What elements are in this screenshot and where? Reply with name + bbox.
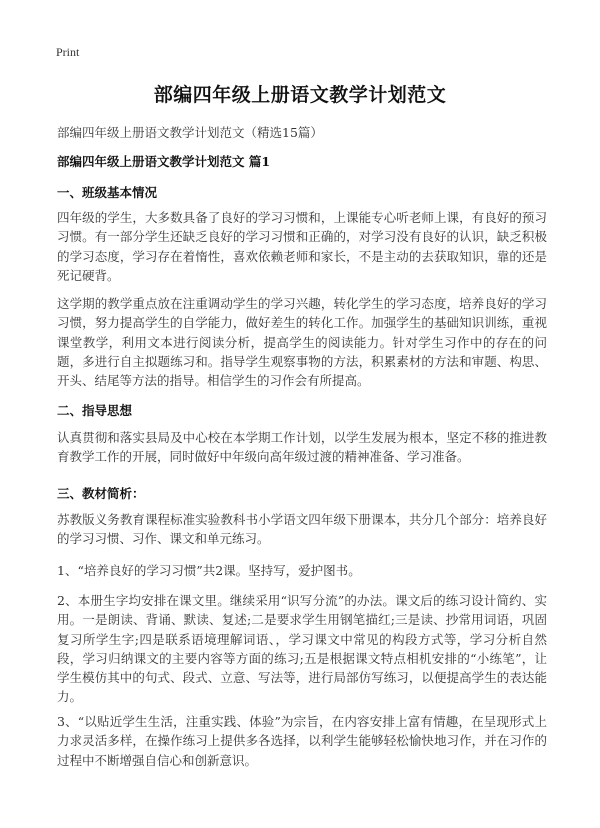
paragraph-item-3: 3、“以贴近学生生活，注重实践、体验”为宗旨，在内容安排上富有情趣，在呈现形式上力求灵活多样，在操作练习上提供多各选择，以利学生能够轻松愉快地习作，并在习作的过程中不断增强自信心和创新意识。	[57, 714, 547, 768]
paragraph-class-situation: 四年级的学生，大多数具备了良好的学习习惯和，上课能专心听老师上课，有良好的预习习惯。有一部分学生还缺乏良好的学习习惯和正确的，对学习没有良好的认识，缺乏积极的学习态度，学习存在着惰性，喜欢依赖老师和家长，不是主动的去获取知识，靠的还是死记硬背。	[57, 210, 547, 283]
section-heading-guiding-ideology: 二、指导思想	[57, 403, 133, 418]
document-subtitle: 部编四年级上册语文教学计划范文（精选15篇）	[57, 125, 323, 140]
paragraph-item-1: 1、“培养良好的学习习惯”共2课。坚持写，爱护图书。	[57, 563, 361, 578]
paragraph-teaching-focus: 这学期的教学重点放在注重调动学生的学习兴趣，转化学生的学习态度，培养良好的学习习惯，努力提高学生的自学能力，做好差生的转化工作。加强学生的基础知识训练，重视课堂教学，利用文本进行阅读分析，提高学生的阅读能力。针对学生习作中的存在的问题，多进行自主拟题练习和。指导学生观察事物的方法，积累素材的方法和审题、构思、开头、结尾等方法的指导。相信学生的习作会有所提高。	[57, 296, 547, 389]
section-heading-class-situation: 一、班级基本情况	[57, 185, 158, 200]
page-title: 部编四年级上册语文教学计划范文	[153, 84, 447, 106]
print-link[interactable]: Print	[56, 45, 80, 59]
paragraph-item-2: 2、本册生字均安排在课文里。继续采用“识写分流”的办法。课文后的练习设计简约、实用。一是朗读、背诵、默读、复述;二是要求学生用钢笔描红;三是读、抄常用词语，巩固复习所学生字;四是联系语境理解词语、，学习课文中常见的构段方式等，学习分析自然段，学习归纳课文的主要内容等方面的练习;五是根据课文特点相机安排的“小练笔”，让学生模仿其中的句式、段式、立意、写法等，进行局部仿写练习，以便提高学生的表达能力。	[57, 593, 547, 705]
section-heading-textbook-analysis: 三、教材简析：	[57, 486, 145, 501]
paragraph-textbook-overview: 苏教版义务教育课程标准实验教科书小学语文四年级下册课本，共分几个部分：培养良好的学习习惯、习作、课文和单元练习。	[57, 512, 547, 547]
paragraph-guiding-ideology: 认真贯彻和落实县局及中心校在本学期工作计划，以学生发展为根本，坚定不移的推进教育教学工作的开展，同时做好中年级向高年级过渡的精神准备、学习准备。	[57, 430, 547, 465]
article-heading: 部编四年级上册语文教学计划范文 篇1	[57, 154, 271, 169]
